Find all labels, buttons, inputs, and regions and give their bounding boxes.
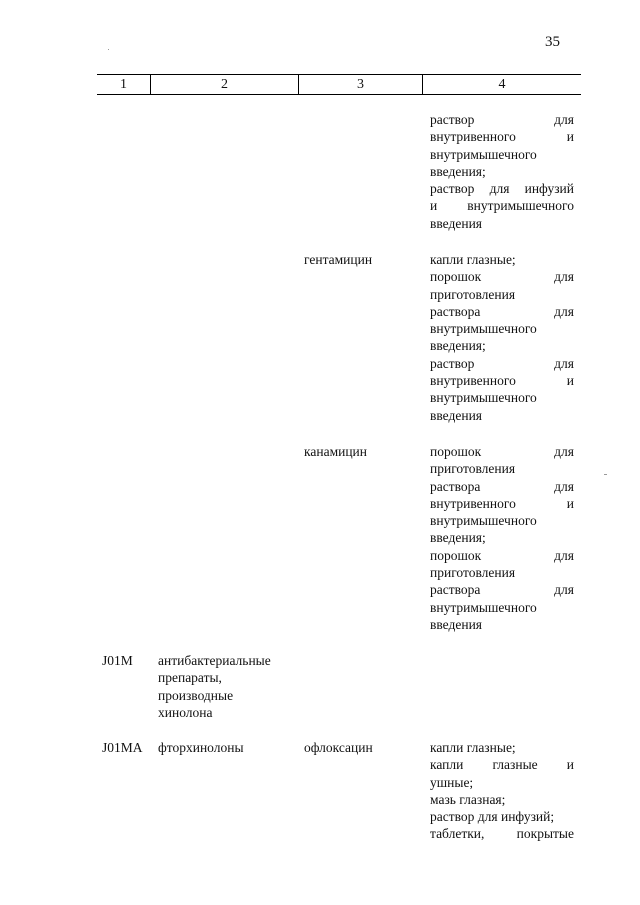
dosage-form-word: для — [489, 181, 510, 197]
dosage-form-line — [430, 303, 574, 320]
dosage-forms — [430, 739, 574, 843]
dosage-form-line — [430, 808, 574, 825]
group-line: фторхинолоны — [158, 740, 244, 755]
dosage-form-word: введения; — [430, 163, 486, 179]
atc-code: J01M — [102, 653, 133, 668]
dosage-form-word: инфузий — [524, 181, 574, 197]
dosage-form-word: раствор — [430, 181, 475, 197]
dosage-form-word: и — [430, 198, 438, 214]
dosage-form-word: глазные — [492, 757, 538, 773]
dosage-form-word: покрытые — [516, 826, 574, 842]
dosage-form-line — [430, 251, 574, 268]
dosage-form-line — [430, 460, 574, 477]
dosage-form-word: и — [566, 129, 574, 145]
dosage-form-word: внутривенного — [430, 129, 516, 145]
dosage-form-line — [430, 774, 574, 791]
dosage-form-line — [430, 407, 574, 424]
dosage-form-line — [430, 111, 574, 128]
dosage-form-line — [430, 478, 574, 495]
dosage-form-line — [430, 581, 574, 598]
page-number: 35 — [545, 34, 560, 50]
dosage-form-word: приготовления — [430, 565, 516, 581]
drug-name-line: гентамицин — [304, 252, 373, 267]
dosage-form-word: внутривенного — [430, 495, 516, 511]
dosage-form-line — [430, 529, 574, 546]
dosage-form-line — [430, 756, 574, 773]
dosage-form-line — [430, 146, 574, 163]
dosage-form-line — [430, 268, 574, 285]
dosage-form-word: для — [554, 303, 574, 319]
dosage-form-word: для — [554, 478, 574, 494]
dosage-form-word: приготовления — [430, 461, 516, 477]
dosage-form-word: приготовления — [430, 286, 516, 302]
atc-code: J01MA — [102, 740, 143, 755]
dosage-form-line — [430, 825, 574, 842]
dosage-form-line — [430, 495, 574, 512]
dosage-form-word: внутримышечного — [430, 513, 537, 529]
drug-name-line: офлоксацин — [304, 740, 373, 755]
dosage-form-word: порошок — [430, 547, 482, 563]
dosage-form-line — [430, 197, 574, 214]
dosage-form-word: мазь глазная; — [430, 791, 506, 807]
dosage-form-line — [430, 372, 574, 389]
dosage-form-line — [430, 180, 574, 197]
dosage-form-line — [430, 739, 574, 756]
dosage-form-word: введения — [430, 407, 483, 423]
dosage-form-word: введения; — [430, 530, 486, 546]
dosage-form-word: для — [554, 112, 574, 127]
drug-name — [304, 739, 420, 756]
dosage-form-line — [430, 512, 574, 529]
dosage-form-line — [430, 389, 574, 406]
dosage-form-word: капли глазные; — [430, 252, 516, 267]
dosage-form-word: таблетки, — [430, 826, 485, 842]
dosage-form-word: порошок — [430, 444, 482, 459]
dosage-form-line — [430, 286, 574, 303]
dosage-form-word: для — [554, 582, 574, 598]
dosage-forms — [430, 251, 574, 424]
dosage-form-line — [430, 163, 574, 180]
dosage-form-word: раствор — [430, 112, 475, 127]
dosage-form-line — [430, 443, 574, 460]
dosage-form-line — [430, 564, 574, 581]
group-line: производные — [158, 687, 234, 703]
dosage-form-word: капли — [430, 757, 464, 773]
dosage-form-word: раствора — [430, 582, 481, 598]
dosage-form-word: раствора — [430, 303, 481, 319]
dosage-form-line — [430, 616, 574, 633]
column-header-3: 3 — [299, 75, 423, 94]
anatomical-therapeutic-group — [158, 652, 292, 721]
column-header-4: 4 — [498, 77, 506, 92]
group-line: препараты, — [158, 670, 222, 686]
dosage-form-word: порошок — [430, 269, 482, 285]
dosage-form-word: раствора — [430, 478, 481, 494]
drug-name-line: канамицин — [304, 444, 368, 459]
dosage-form-line — [430, 215, 574, 232]
dosage-form-word: внутривенного — [430, 373, 516, 389]
dosage-form-line — [430, 337, 574, 354]
dosage-form-word: введения — [430, 215, 483, 231]
dosage-form-line — [430, 547, 574, 564]
dosage-form-word: и — [566, 757, 574, 773]
dosage-form-word: раствор для инфузий; — [430, 809, 555, 825]
dosage-form-word: ушные; — [430, 774, 474, 790]
dosage-form-word: введения — [430, 616, 483, 632]
dosage-form-word: для — [554, 547, 574, 563]
dosage-form-word: внутримышечного — [430, 321, 537, 337]
dosage-form-line — [430, 355, 574, 372]
dosage-form-line — [430, 128, 574, 145]
group-line: хинолона — [158, 704, 213, 720]
dosage-form-word: для — [554, 355, 574, 371]
dosage-form-word: внутримышечного — [467, 198, 574, 214]
column-header-2: 2 — [151, 75, 299, 94]
group-line: антибактериальные — [158, 653, 271, 668]
dosage-form-word: и — [566, 373, 574, 389]
dosage-form-word: и — [566, 495, 574, 511]
dosage-form-line — [430, 599, 574, 616]
dosage-form-word: введения; — [430, 338, 486, 354]
dosage-form-word: внутримышечного — [430, 599, 537, 615]
scan-speck — [604, 474, 607, 475]
column-number-header — [97, 74, 581, 95]
dosage-form-word: для — [554, 269, 574, 285]
dosage-forms — [430, 111, 574, 232]
dosage-form-line — [430, 791, 574, 808]
anatomical-therapeutic-group — [158, 739, 292, 756]
dosage-form-word: внутримышечного — [430, 146, 537, 162]
dosage-form-word: внутримышечного — [430, 390, 537, 406]
scan-speck — [108, 49, 109, 50]
dosage-form-word: для — [554, 444, 574, 459]
dosage-form-word: раствор — [430, 355, 475, 371]
drug-name — [304, 443, 420, 460]
dosage-form-line — [430, 320, 574, 337]
dosage-form-word: капли глазные; — [430, 740, 516, 755]
dosage-forms — [430, 443, 574, 633]
column-header-1: 1 — [97, 75, 151, 94]
drug-name — [304, 251, 420, 268]
